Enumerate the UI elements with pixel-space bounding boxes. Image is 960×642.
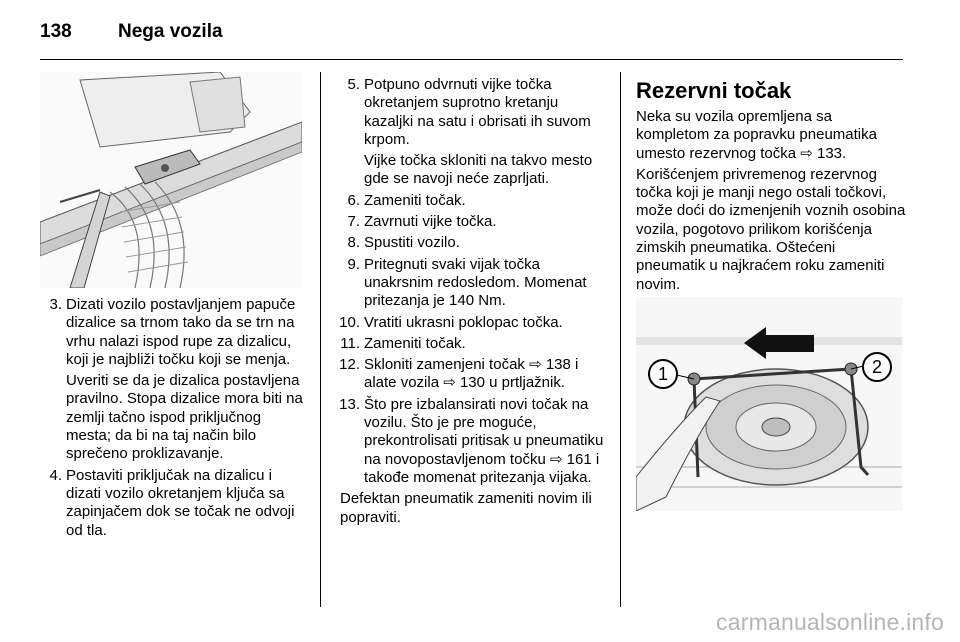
- step-item: [336, 76, 606, 189]
- right-column: [636, 76, 906, 297]
- step-number: 3.: [49, 296, 62, 313]
- column-divider-left: [320, 72, 321, 607]
- step-text: Potpuno odvrnuti vijke točka okretanjem suprotno kretanju kazaljki na satu i obrisati ih suvom krpom.: [364, 76, 591, 148]
- step-text: Spustiti vozilo.: [364, 234, 460, 252]
- step-note: Vijke točka skloniti na takvo mesto gde se navoji neće zaprljati.: [364, 152, 593, 188]
- step-text: Zameniti točak.: [364, 334, 466, 352]
- page-title: Nega vozila: [118, 21, 223, 42]
- body-paragraph: Neka su vozila opremljena sa kompletom za popravku pneumatika umesto rezervnog točka ⇨ 133.: [636, 108, 877, 162]
- step-number: 7.: [347, 213, 360, 231]
- step-number: 8.: [347, 234, 360, 252]
- page-number: 138: [40, 21, 72, 42]
- step-number: 12.: [339, 356, 360, 374]
- step-text: Postaviti priključak na dizalicu i dizati vozilo okretanjem ključa sa zapinjačem dok se točak ne odvoji od tla.: [66, 466, 295, 539]
- column-divider-right: [620, 72, 621, 607]
- step-text: Pritegnuti svaki vijak točka unakrsnim redosledom. Momenat pritezanja je 140 Nm.: [364, 255, 587, 310]
- step-text: Zameniti točak.: [364, 191, 466, 209]
- step-item: [42, 296, 306, 464]
- section-title: Rezervni točak: [636, 78, 792, 103]
- step-text: Skloniti zamenjeni točak ⇨ 138 i alate vozila ⇨ 130 u prtljažnik.: [364, 356, 579, 392]
- jack-placement-illustration: [40, 72, 302, 288]
- closing-note: Defektan pneumatik zameniti novim ili popraviti.: [340, 490, 592, 526]
- step-number: 9.: [347, 255, 360, 273]
- callout-1: 1: [648, 359, 678, 389]
- step-number: 11.: [340, 334, 360, 352]
- spare-wheel-illustration: [636, 297, 902, 511]
- step-item: [336, 335, 606, 353]
- step-text: Zavrnuti vijke točka.: [364, 213, 497, 231]
- step-number: 13.: [339, 395, 360, 413]
- step-text: Vratiti ukrasni poklopac točka.: [364, 313, 563, 331]
- step-number: 4.: [49, 466, 62, 484]
- step-number: 5.: [347, 76, 360, 93]
- left-column: [42, 296, 306, 543]
- step-number: 10.: [339, 313, 360, 331]
- step-text: Dizati vozilo postavljanjem papuče dizalice sa trnom tako da se trn na vrhu nalazi ispod rupe za dizalicu, koji je najbliži točku koji se menja.: [66, 296, 296, 368]
- callout-2: 2: [862, 352, 892, 382]
- step-note: Uveriti se da je dizalica postavljena pravilno. Stopa dizalice mora biti na zemlji tačno ispod priključnog mesta; da bi na taj način bilo sprečeno proklizavanje.: [66, 372, 303, 463]
- body-paragraph: Korišćenjem privremenog rezervnog točka koji je manji nego ostali točkovi, može doći do izmenjenih voznih osobina vozila, pogotovo prilikom korišćenja zimskih pneumatika. Oštećeni pneumatik u najkraćem roku zameniti novim.: [636, 165, 906, 293]
- step-item: [336, 314, 606, 332]
- step-item: [336, 192, 606, 210]
- header-rule: [40, 59, 903, 60]
- step-item: [336, 234, 606, 252]
- step-text: Što pre izbalansirati novi točak na vozilu. Što je pre moguće, prekontrolisati pritisak u pneumatiku na novopostavljenom točku ⇨ 161 i takođe momenat pritezanja vijaka.: [364, 395, 604, 486]
- page-header: [40, 14, 223, 50]
- step-item: [42, 467, 306, 540]
- step-number: 6.: [347, 191, 360, 209]
- step-item: [336, 256, 606, 311]
- step-item: [336, 396, 606, 487]
- step-item: [336, 213, 606, 231]
- step-item: [336, 356, 606, 393]
- watermark: carmanualsonline.info: [716, 609, 944, 635]
- middle-column: [336, 76, 606, 527]
